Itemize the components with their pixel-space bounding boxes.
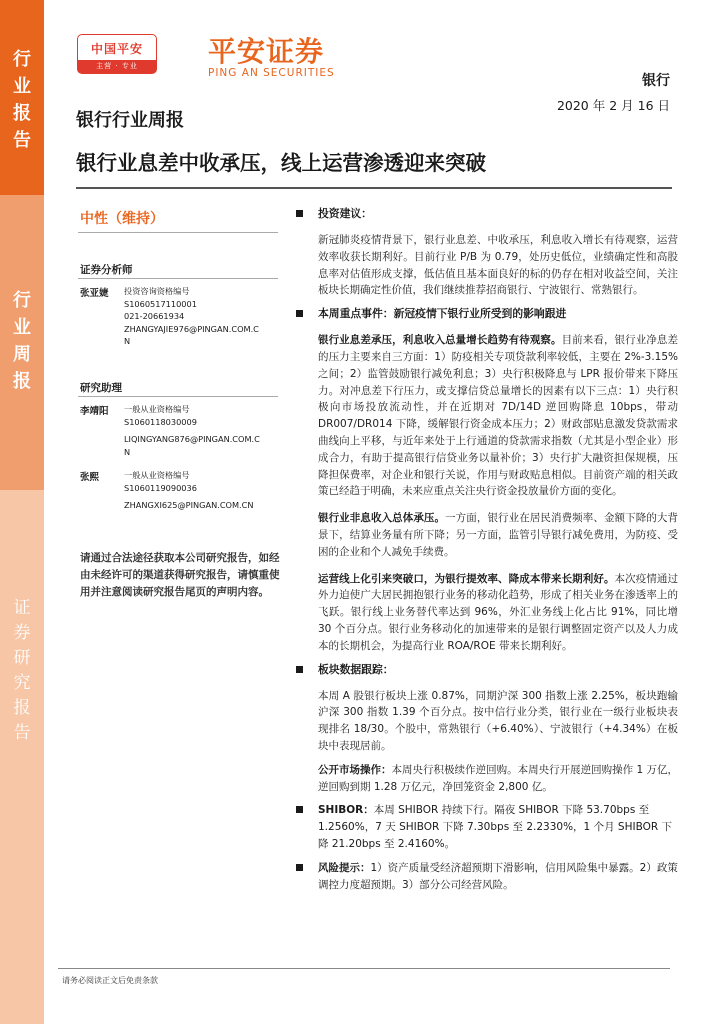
section-key-events	[296, 306, 678, 322]
assistant-detail-line: 一般从业资格编号	[124, 404, 190, 414]
paragraph-body: 本次疫情通过外力迫使广大居民拥抱银行业务的移动化趋势，形成了相关业务在渗透率上的飞跃。银行线上业务替代率达到 96%，外汇业务线上化占比 91%，同比增 30 个百分点。银行业务移动化的加速带来的是银行调整固定资产以及人力成本的长期机会，为提高行业 ROA/ROE 带来长期利好。	[318, 572, 679, 652]
paragraph-lead: 公开市场操作：	[318, 763, 392, 776]
section-heading: 风险提示：	[318, 861, 371, 874]
analyst-email-cont[interactable]: N	[124, 336, 131, 346]
paragraph-online-operations	[296, 571, 678, 655]
page-title: 银行业息差中收承压，线上运营渗透迎来突破	[76, 151, 486, 175]
disclaimer-note: 请通过合法途径获取本公司研究报告，如经由未经许可的渠道获得研究报告，请慎重使用并注意阅读研究报告尾页的声明内容。	[80, 552, 280, 598]
sidebar-char: 告	[13, 723, 31, 743]
sidebar-block-weekly	[0, 195, 44, 490]
sidebar-char: 行	[13, 49, 31, 70]
section-investment-advice	[296, 206, 678, 222]
paragraph-body: 本周央行积极续作逆回购。本周央行开展逆回购操作 1 万亿，逆回购到期 1.28 万亿元，净回笼资金 2,800 亿。	[318, 763, 678, 793]
analyst-detail-line: 021-20661934	[124, 311, 185, 321]
sidebar-char: 报	[13, 371, 31, 392]
investment-advice-text: 新冠肺炎疫情背景下，银行业息差、中收承压，利息收入增长有待观察，运营效率收获长期利好。目前行业 P/B 为 0.79，处历史低位，业绩确定性和高股息率对估值形成支撑，低估值且基本面良好的标的仍存在相对收益空间，关注板块长期确定性价值，我们继续推荐招商银行、宁波银行、常熟银行。	[318, 234, 678, 297]
bullet-square-icon	[296, 806, 303, 813]
industry-label: 银行	[642, 73, 670, 89]
assistant-details	[124, 469, 284, 512]
pingan-securities-logo-cn: 平安证券	[208, 35, 325, 68]
section-heading: 投资建议：	[318, 207, 372, 220]
analyst-details	[124, 285, 284, 348]
section-heading: 本周重点事件：新冠疫情下银行业所受到的影响跟进	[318, 307, 567, 321]
analyst-email[interactable]: ZHANGYAJIE976@PINGAN.COM.C	[124, 323, 259, 334]
assistant-name: 张熙	[80, 472, 100, 483]
section-risk	[296, 860, 678, 894]
assistant-detail-line: 一般从业资格编号	[124, 470, 190, 480]
report-date: 2020 年 2 月 16 日	[556, 98, 670, 113]
report-type: 银行行业周报	[76, 110, 184, 131]
bullet-square-icon	[296, 864, 303, 871]
assistant-details	[124, 403, 284, 458]
sidebar-block-industry-report	[0, 0, 44, 195]
analysts-label: 证券分析师	[80, 264, 133, 276]
assistant-email-cont[interactable]: N	[124, 446, 131, 457]
paragraph-lead: 运营线上化引来突破口，为银行提效率、降成本带来长期利好。	[318, 572, 615, 585]
analyst-detail-line: S1060517110001	[124, 298, 197, 309]
bullet-square-icon	[296, 210, 303, 217]
rating-divider	[78, 232, 278, 233]
sidebar-char: 证	[13, 598, 31, 618]
section-shibor	[296, 802, 678, 852]
assistants-label: 研究助理	[80, 382, 122, 394]
paragraph-open-market	[296, 762, 678, 796]
sidebar-char: 周	[13, 344, 31, 365]
title-divider	[76, 187, 672, 189]
sidebar-char: 业	[13, 317, 31, 338]
board-tracking-text: 本周 A 股银行板块上涨 0.87%，同期沪深 300 指数上涨 2.25%，板块跑输沪深 300 指数 1.39 个百分点。按中信行业分类，银行业在一级行业板块表现排名 18/30。个股中，常熟银行（+6.40%）、宁波银行（+4.34%）在板块中表现居前。	[318, 689, 678, 752]
sidebar	[0, 0, 44, 1024]
bullet-square-icon	[296, 666, 303, 673]
sidebar-char: 券	[13, 623, 31, 643]
sidebar-char: 业	[13, 76, 31, 97]
sidebar-char: 报	[13, 103, 31, 124]
assistants-divider	[78, 396, 278, 397]
china-pingan-logo-tagline: 主营 · 专业	[78, 60, 156, 73]
section-board-tracking	[296, 662, 678, 678]
sidebar-block-research	[0, 490, 44, 1024]
footer-divider	[58, 968, 670, 969]
china-pingan-logo	[77, 34, 157, 74]
assistant-email[interactable]: ZHANGXI625@PINGAN.COM.CN	[124, 500, 254, 510]
paragraph-body: 1）资产质量受经济超预期下滑影响，信用风险集中暴露。2）政策调控力度超预期。3）部分公司经营风险。	[318, 861, 678, 891]
bullet-square-icon	[296, 310, 303, 317]
sidebar-char: 行	[13, 290, 31, 311]
assistant-name: 李靖阳	[80, 406, 109, 417]
paragraph-body: 本周 SHIBOR 持续下行。隔夜 SHIBOR 下降 53.70bps 至 1.2560%，7 天 SHIBOR 下降 7.30bps 至 2.2330%，1 个月 SHIBOR 下降 21.20bps 至 2.4160%。	[318, 804, 672, 850]
sidebar-char: 究	[13, 673, 31, 693]
sidebar-char: 报	[13, 698, 31, 718]
paragraph-body: 目前来看，银行业净息差的压力主要来自三方面：1）防疫相关专项贷款利率较低，主要在 2%-3.15%之间；2）监管鼓励银行减免利息；3）央行积极降息与 LPR 报价带来下降压力。对冲息差下行压力，或支撑信贷总量增长的因素有以下三点：1）央行积极向市场投放流动性，并在近期对 7D/14D 逆回购降息 10bps，带动 DR007/DR014 下降，缓解银行资金成本压力；2）财政部贴息激发贷款需求曲线向上平移，与近年来处于上行通道的贷款需求指数（尤其是小型企业）形成合力，有助于提高银行信贷业务以量补价；3）央行扩大融资担保规模，压降担保费率，对企业和银行关说，作用与财政贴息相似。目前资产端的相关政策已经趋于明确，未来应重点关注央行资金投放量价方面的变化。	[318, 334, 679, 498]
paragraph-body: 一方面，银行业在居民消费频率、金额下降的大背景下，结算业务量有所下降；另一方面，监管引导银行减免费用，为防疫、受困的企业和个人减免手续费。	[318, 512, 679, 558]
sidebar-char: 研	[13, 648, 31, 668]
analyst-name: 张亚婕	[80, 288, 109, 299]
china-pingan-logo-name: 中国平安	[90, 42, 143, 56]
paragraph-lead: 银行业息差承压，利息收入总量增长趋势有待观察。	[318, 334, 562, 347]
paragraph-lead: 银行业非息收入总体承压。	[318, 512, 446, 525]
pingan-securities-logo-en: PING AN SECURITIES	[208, 67, 335, 79]
paragraph-non-interest-income	[296, 510, 678, 560]
analyst-detail-line: 投资咨询资格编号	[124, 286, 190, 296]
section-heading: SHIBOR：	[318, 804, 374, 817]
sidebar-char: 告	[13, 130, 31, 151]
assistant-detail-line: S1060119090036	[124, 482, 197, 493]
main-content	[296, 206, 678, 893]
assistant-detail-line: S1060118030009	[124, 416, 197, 427]
rating: 中性（维持）	[80, 211, 164, 227]
section-heading: 板块数据跟踪：	[318, 662, 394, 676]
footer-text: 请务必阅读正文后免责条款	[62, 976, 158, 985]
paragraph-net-interest-margin	[296, 332, 678, 500]
assistant-email[interactable]: LIQINGYANG876@PINGAN.COM.C	[124, 434, 260, 444]
analysts-divider	[78, 278, 278, 279]
